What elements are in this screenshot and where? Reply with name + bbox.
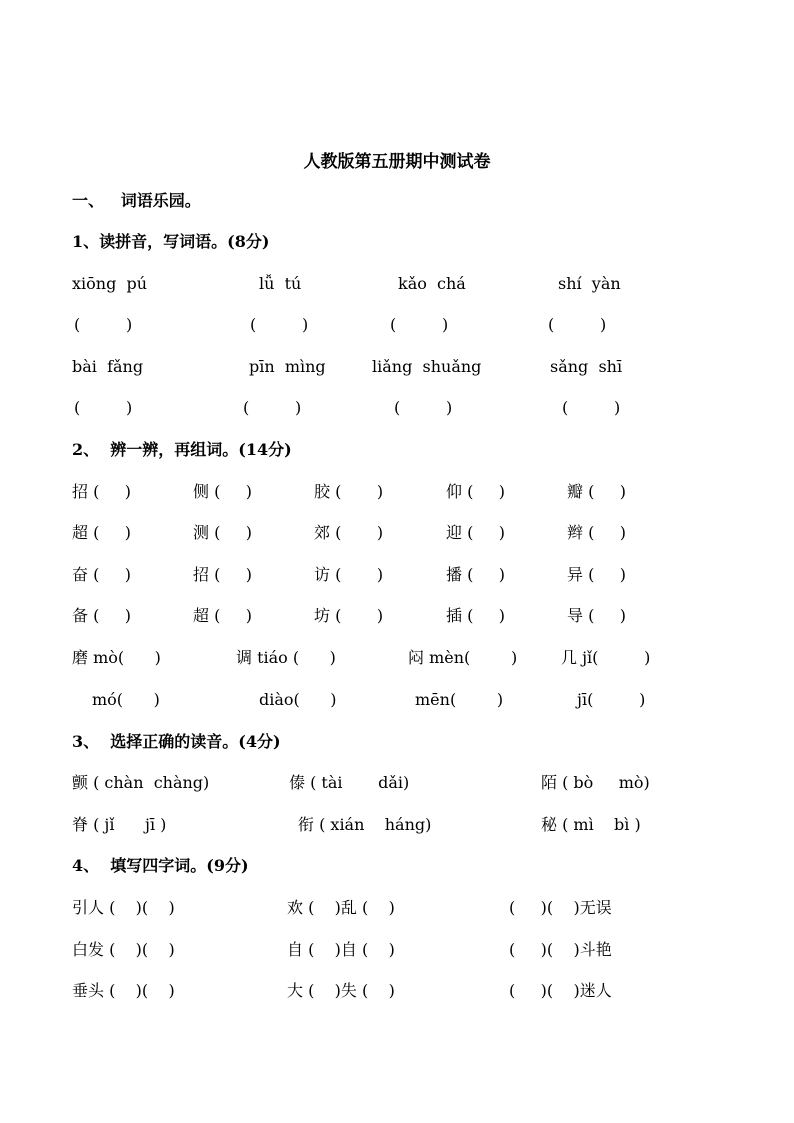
pinyin-item: xiōng pú — [72, 274, 148, 293]
polyphone-item: 闷 mèn( ) — [408, 648, 518, 667]
polyphone-item: jī( ) — [577, 690, 646, 709]
q4-heading-line — [0, 855, 794, 877]
word-item: 测 ( ) — [193, 523, 253, 542]
answer-blank[interactable]: ( ) — [250, 315, 309, 334]
q2-polyphone-row-2 — [0, 689, 794, 711]
word-item: 胶 ( ) — [314, 482, 384, 501]
answer-blank[interactable]: ( ) — [390, 315, 449, 334]
word-item: 超 ( ) — [193, 606, 253, 625]
q4-row-1 — [0, 897, 794, 919]
answer-blank[interactable]: ( ) — [394, 398, 453, 417]
word-item: 迎 ( ) — [446, 523, 506, 542]
q1-heading-line — [0, 231, 794, 253]
q1-pinyin-row-2 — [0, 356, 794, 378]
word-item: 备 ( ) — [72, 606, 132, 625]
polyphone-item: diào( ) — [259, 690, 337, 709]
reading-choice: 秘 ( mì bì ) — [541, 815, 641, 834]
q3-heading: 3、 选择正确的读音。(4分) — [72, 732, 281, 751]
word-item: 播 ( ) — [446, 565, 506, 584]
idiom-item: 大 ( )失 ( ) — [287, 981, 395, 1000]
q2-heading-line — [0, 439, 794, 461]
section-1 — [0, 190, 794, 212]
word-item: 插 ( ) — [446, 606, 506, 625]
pinyin-item: lǚ tú — [259, 274, 302, 293]
pinyin-item: kǎo chá — [398, 274, 466, 293]
idiom-item: 引人 ( )( ) — [72, 898, 175, 917]
reading-choice: 颤 ( chàn chàng) — [72, 773, 210, 792]
page-title: 人教版第五册期中测试卷 — [303, 152, 491, 172]
word-item: 招 ( ) — [72, 482, 132, 501]
word-item: 奋 ( ) — [72, 565, 132, 584]
reading-choice: 陌 ( bò mò) — [541, 773, 650, 792]
q3-heading-line — [0, 731, 794, 753]
q2-row-3 — [0, 564, 794, 586]
idiom-item: ( )( )无误 — [509, 898, 612, 917]
q1-blank-row-2 — [0, 397, 794, 419]
answer-blank[interactable]: ( ) — [562, 398, 621, 417]
answer-blank[interactable]: ( ) — [74, 315, 133, 334]
word-item: 郊 ( ) — [314, 523, 384, 542]
idiom-item: ( )( )迷人 — [509, 981, 612, 1000]
word-item: 导 ( ) — [567, 606, 627, 625]
answer-blank[interactable]: ( ) — [74, 398, 133, 417]
word-item: 坊 ( ) — [314, 606, 384, 625]
polyphone-item: 磨 mò( ) — [72, 648, 161, 667]
polyphone-item: 几 jǐ( ) — [561, 648, 651, 667]
idiom-item: 自 ( )自 ( ) — [287, 940, 395, 959]
q3-row-1 — [0, 772, 794, 794]
q2-row-2 — [0, 522, 794, 544]
pinyin-item: liǎng shuǎng — [372, 357, 482, 376]
q1-blank-row-1 — [0, 314, 794, 336]
word-item: 瓣 ( ) — [567, 482, 627, 501]
q1-heading: 1、读拼音，写词语。(8分) — [72, 232, 270, 251]
answer-blank[interactable]: ( ) — [243, 398, 302, 417]
pinyin-item: sǎng shī — [550, 357, 623, 376]
pinyin-item: shí yàn — [558, 274, 621, 293]
idiom-item: 垂头 ( )( ) — [72, 981, 175, 1000]
word-item: 辫 ( ) — [567, 523, 627, 542]
q4-row-3 — [0, 980, 794, 1002]
pinyin-item: pīn mìng — [249, 357, 326, 376]
idiom-item: 欢 ( )乱 ( ) — [287, 898, 395, 917]
q2-row-1 — [0, 481, 794, 503]
answer-blank[interactable]: ( ) — [548, 315, 607, 334]
q4-heading: 4、 填写四字词。(9分) — [72, 856, 249, 875]
word-item: 超 ( ) — [72, 523, 132, 542]
reading-choice: 傣 ( tài dǎi) — [289, 773, 410, 792]
q2-heading: 2、 辨一辨，再组词。(14分) — [72, 440, 292, 459]
word-item: 异 ( ) — [567, 565, 627, 584]
idiom-item: ( )( )斗艳 — [509, 940, 612, 959]
polyphone-item: mēn( ) — [415, 690, 504, 709]
polyphone-item: mó( ) — [92, 690, 160, 709]
word-item: 侧 ( ) — [193, 482, 253, 501]
q2-row-4 — [0, 605, 794, 627]
q1-pinyin-row-1 — [0, 273, 794, 295]
word-item: 招 ( ) — [193, 565, 253, 584]
reading-choice: 脊 ( jǐ jī ) — [72, 815, 167, 834]
q2-polyphone-row-1 — [0, 647, 794, 669]
polyphone-item: 调 tiáo ( ) — [236, 648, 336, 667]
q4-row-2 — [0, 939, 794, 961]
word-item: 访 ( ) — [314, 565, 384, 584]
idiom-item: 白发 ( )( ) — [72, 940, 175, 959]
pinyin-item: bài fǎng — [72, 357, 144, 376]
q3-row-2 — [0, 814, 794, 836]
word-item: 仰 ( ) — [446, 482, 506, 501]
reading-choice: 衔 ( xián háng) — [298, 815, 432, 834]
section-heading: 一、 词语乐园。 — [72, 191, 201, 210]
